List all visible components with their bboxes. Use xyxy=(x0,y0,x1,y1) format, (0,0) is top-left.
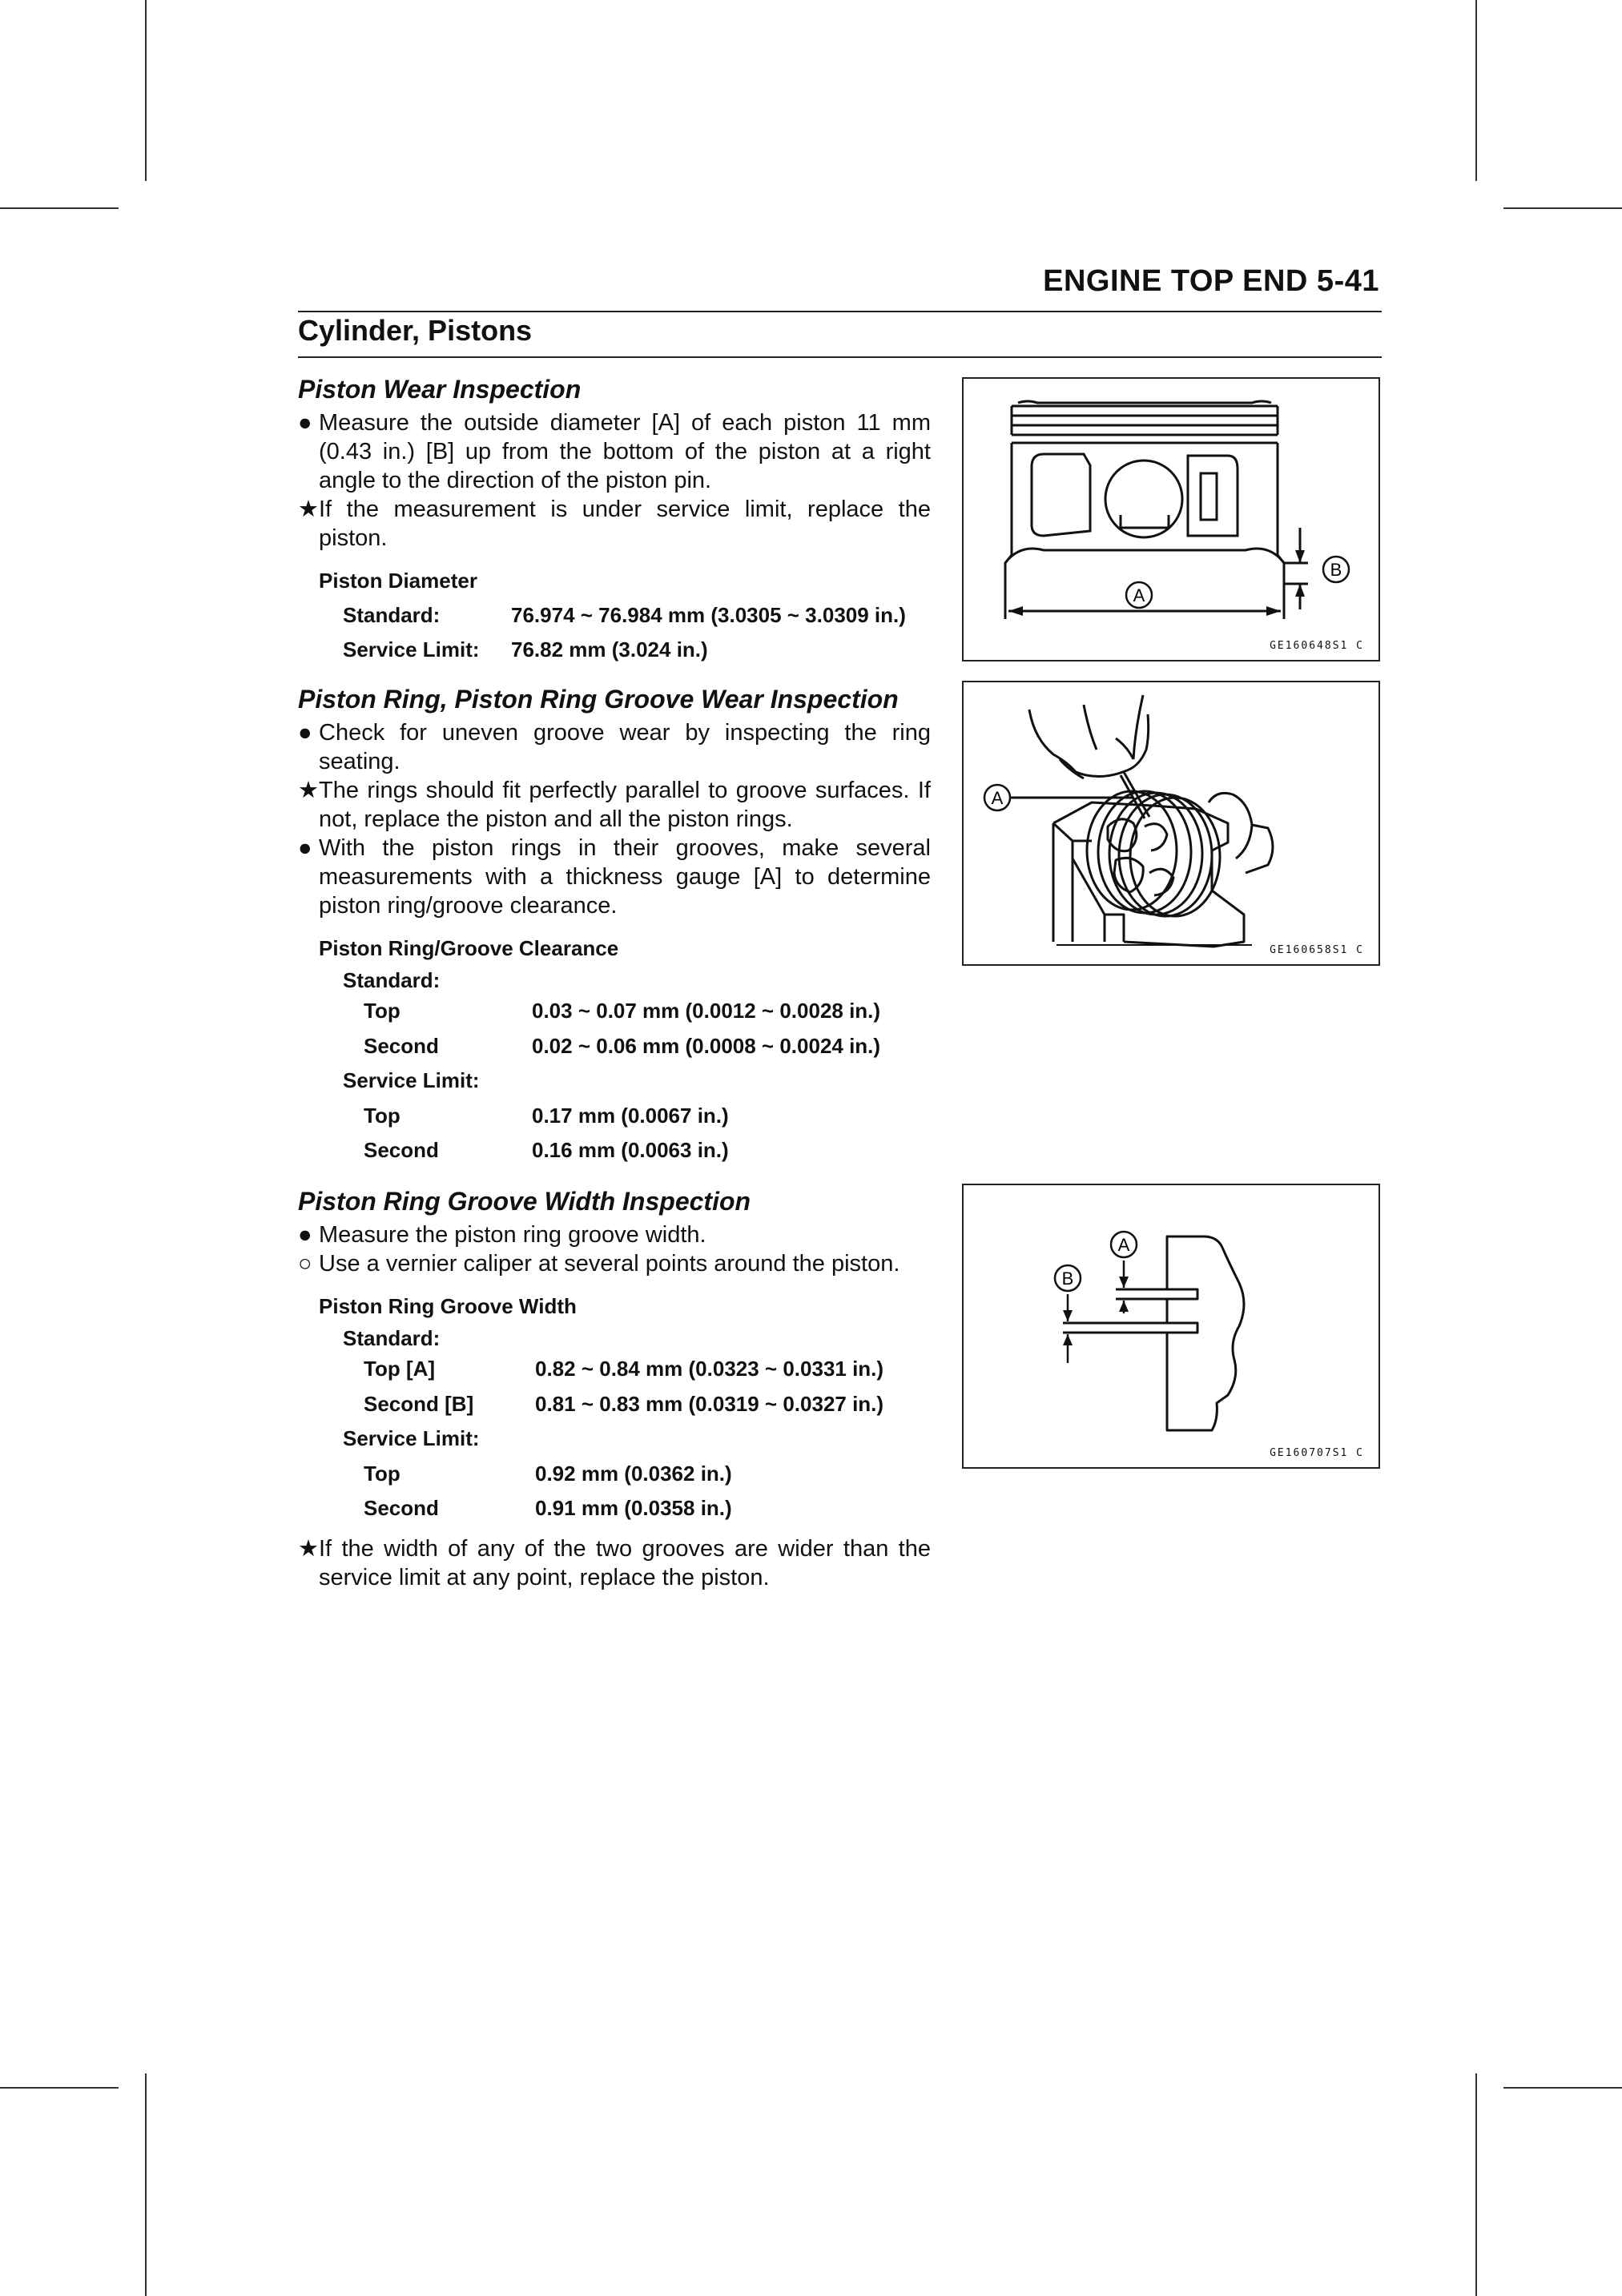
spec-row: Second 0.02 ~ 0.06 mm (0.0008 ~ 0.0024 in.) xyxy=(364,1033,881,1058)
groove-width-figure xyxy=(962,1184,1380,1469)
spec-row: Top 0.17 mm (0.0067 in.) xyxy=(364,1103,729,1128)
figure-code: GE160658S1 C xyxy=(1270,944,1364,956)
spec-title: Piston Diameter xyxy=(319,569,477,593)
crop-mark-top-right-h xyxy=(1503,207,1622,209)
list-item: ● Measure the piston ring groove width. xyxy=(298,1222,706,1248)
spec-subheading: Standard: xyxy=(343,1326,441,1350)
thickness-gauge-figure xyxy=(962,681,1380,966)
bullet-icon: ● xyxy=(298,720,312,746)
section-title: Cylinder, Pistons xyxy=(298,314,533,347)
section-rule xyxy=(298,356,1382,358)
crop-mark-bottom-right-v xyxy=(1475,2073,1477,2296)
crop-mark-bottom-left-h xyxy=(0,2087,119,2089)
list-item: ● Check for uneven groove wear by inspecting the ring seating. xyxy=(298,720,931,774)
label-b: B xyxy=(1330,560,1342,580)
label-b: B xyxy=(1061,1269,1074,1289)
crop-mark-top-left-h xyxy=(0,207,119,209)
circle-icon: ○ xyxy=(298,1251,312,1277)
list-item: ★ If the measurement is under service limit, replace the piston. xyxy=(298,497,931,551)
star-icon: ★ xyxy=(298,497,319,522)
spec-row: Top 0.03 ~ 0.07 mm (0.0012 ~ 0.0028 in.) xyxy=(364,999,881,1023)
list-item: ● With the piston rings in their grooves, make several measurements with a thickness gauge [A] to determine piston ring/groove clearance. xyxy=(298,835,931,919)
spec-title: Piston Ring Groove Width xyxy=(319,1294,577,1318)
spec-row: Top [A] 0.82 ~ 0.84 mm (0.0323 ~ 0.0331 in.) xyxy=(364,1357,884,1381)
figure-code: GE160648S1 C xyxy=(1270,640,1364,652)
list-item: ● Measure the outside diameter [A] of each piston 11 mm (0.43 in.) [B] up from the bottom of the piston at a right angle to the direction of the piston pin. xyxy=(298,410,931,493)
ring-groove-wear-heading: Piston Ring, Piston Ring Groove Wear Inspection xyxy=(298,685,899,714)
spec-subheading: Standard: xyxy=(343,968,441,992)
spec-row: Second [B] 0.81 ~ 0.83 mm (0.0319 ~ 0.0327 in.) xyxy=(364,1391,884,1416)
spec-row: Second 0.16 mm (0.0063 in.) xyxy=(364,1138,729,1162)
label-a: A xyxy=(1117,1235,1130,1255)
header-rule xyxy=(298,311,1382,312)
spec-row: Service Limit: 76.82 mm (3.024 in.) xyxy=(343,637,708,661)
spec-row: Second 0.91 mm (0.0358 in.) xyxy=(364,1496,732,1520)
piston-diagram xyxy=(964,379,1378,660)
figure-code: GE160707S1 C xyxy=(1270,1447,1364,1459)
spec-title: Piston Ring/Groove Clearance xyxy=(319,936,619,960)
star-icon: ★ xyxy=(298,1535,319,1562)
running-header: ENGINE TOP END 5-41 xyxy=(1043,264,1379,298)
piston-diameter-figure xyxy=(962,377,1380,661)
groove-width-diagram xyxy=(964,1185,1378,1467)
list-item: ★ If the width of any of the two grooves are wider than the service limit at any point, replace the piston. xyxy=(298,1535,931,1590)
star-icon: ★ xyxy=(298,778,319,803)
piston-wear-heading: Piston Wear Inspection xyxy=(298,375,582,404)
spec-row: Top 0.92 mm (0.0362 in.) xyxy=(364,1461,732,1486)
spec-subheading: Service Limit: xyxy=(343,1426,480,1450)
bullet-icon: ● xyxy=(298,410,312,436)
groove-width-section xyxy=(298,1185,931,1592)
crop-mark-top-right-v xyxy=(1475,0,1477,181)
list-item: ★ The rings should fit perfectly parallel to groove surfaces. If not, replace the piston and all the piston rings. xyxy=(298,778,931,832)
bullet-icon: ● xyxy=(298,1222,312,1248)
crop-mark-bottom-left-v xyxy=(145,2073,147,2296)
crop-mark-bottom-right-h xyxy=(1503,2087,1622,2089)
thickness-gauge-diagram xyxy=(964,682,1378,964)
label-a: A xyxy=(991,788,1004,808)
spec-subheading: Service Limit: xyxy=(343,1068,480,1092)
ring-groove-wear-section xyxy=(298,683,931,1168)
label-a: A xyxy=(1133,585,1145,605)
bullet-icon: ● xyxy=(298,835,312,861)
spec-row: Standard: 76.974 ~ 76.984 mm (3.0305 ~ 3.0309 in.) xyxy=(343,603,906,627)
crop-mark-top-left-v xyxy=(145,0,147,181)
groove-width-heading: Piston Ring Groove Width Inspection xyxy=(298,1187,751,1216)
list-item: ○ Use a vernier caliper at several points around the piston. xyxy=(298,1251,900,1277)
piston-wear-section xyxy=(298,373,931,668)
